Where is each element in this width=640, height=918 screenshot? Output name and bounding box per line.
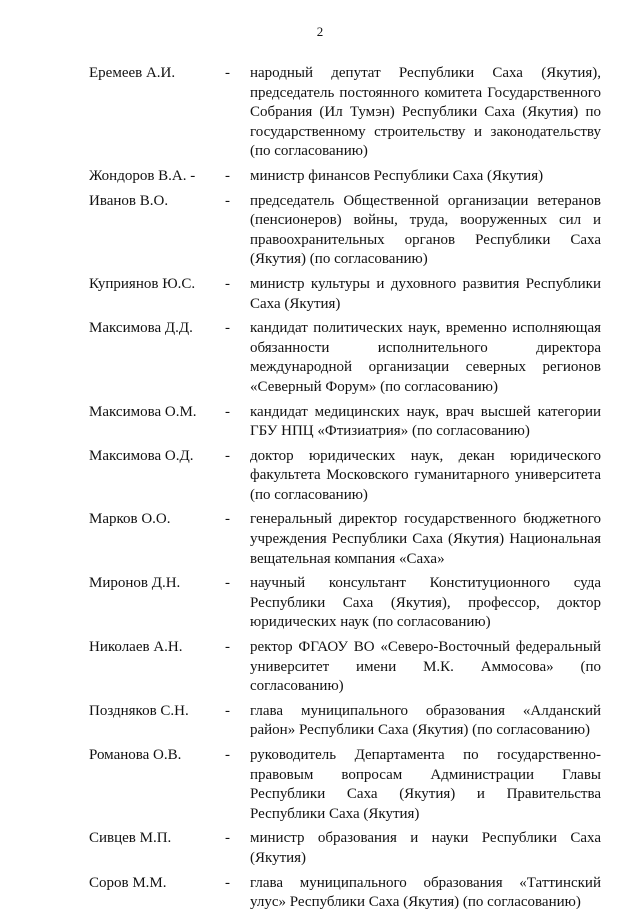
member-description: министр образования и науки Республики Саха (Якутия) bbox=[250, 830, 601, 866]
member-name: Еремеев А.И. bbox=[89, 65, 176, 81]
member-row bbox=[89, 64, 601, 162]
member-dash: - bbox=[225, 65, 230, 81]
member-description: доктор юридических наук, декан юридического факультета Московского гуманитарного университета (по согласованию) bbox=[250, 447, 601, 503]
member-name: Максимова О.Д. bbox=[89, 447, 194, 464]
member-dash: - bbox=[225, 702, 230, 719]
member-name: Сивцев М.П. bbox=[89, 830, 172, 847]
member-row bbox=[89, 192, 601, 270]
member-description: председатель Общественной организации ветеранов (пенсионеров) войны, труда, вооруженных сил и правоохранительных органов Республики Саха (Якутия) (по согласованию) bbox=[250, 192, 601, 268]
member-row bbox=[89, 319, 601, 397]
member-row bbox=[89, 746, 601, 824]
member-row bbox=[89, 702, 601, 741]
member-description: кандидат политических наук, временно исполняющая обязанности исполнительного директора международной организации северных регионов «Северный Форум» (по согласованию) bbox=[250, 320, 601, 395]
member-row bbox=[89, 403, 601, 442]
member-description: генеральный директор государственного бюджетного учреждения Республики Саха (Якутия) Национальная вещательная компания «Саха» bbox=[250, 511, 601, 567]
member-name: Жондоров В.А. - bbox=[89, 167, 196, 184]
member-row bbox=[89, 510, 601, 569]
member-description: кандидат медицинских наук, врач высшей категории ГБУ НПЦ «Фтизиатрия» (по согласованию) bbox=[250, 403, 601, 440]
member-name: Миронов Д.Н. bbox=[89, 575, 181, 592]
member-dash: - bbox=[225, 192, 230, 209]
member-description: руководитель Департамента по государственно-правовым вопросам Администрации Главы Республики Саха (Якутия) и Правительства Республики Саха (Якутия) bbox=[250, 747, 601, 822]
member-row bbox=[89, 638, 601, 697]
member-dash: - bbox=[225, 447, 230, 464]
member-name: Николаев А.Н. bbox=[89, 639, 183, 656]
member-description: глава муниципального образования «Таттинский улус» Республики Саха (Якутия) (по согласованию) bbox=[250, 874, 601, 911]
member-description: глава муниципального образования «Алданский район» Республики Саха (Якутия) (по согласованию) bbox=[250, 702, 601, 739]
member-dash: - bbox=[225, 874, 230, 891]
member-dash: - bbox=[225, 747, 230, 763]
member-name: Иванов В.О. bbox=[89, 192, 169, 209]
member-name: Поздняков С.Н. bbox=[89, 702, 189, 719]
member-row bbox=[89, 447, 601, 506]
member-name: Романова О.В. bbox=[89, 747, 182, 763]
member-name: Марков О.О. bbox=[89, 511, 171, 528]
member-dash: - bbox=[225, 167, 230, 184]
member-name: Максимова О.М. bbox=[89, 403, 197, 420]
member-name: Соров М.М. bbox=[89, 874, 167, 891]
member-dash: - bbox=[225, 511, 230, 528]
member-description: министр финансов Республики Саха (Якутия) bbox=[250, 167, 544, 184]
member-row bbox=[89, 829, 601, 868]
member-row bbox=[89, 874, 601, 913]
member-dash: - bbox=[225, 403, 230, 420]
member-name: Максимова Д.Д. bbox=[89, 320, 193, 337]
member-dash: - bbox=[225, 830, 230, 847]
member-dash: - bbox=[225, 639, 230, 656]
member-dash: - bbox=[225, 275, 230, 292]
member-row bbox=[89, 275, 601, 314]
member-dash: - bbox=[225, 575, 230, 592]
member-description: научный консультант Конституционного суда Республики Саха (Якутия), профессор, доктор юридических наук (по согласованию) bbox=[250, 575, 601, 631]
member-description: ректор ФГАОУ ВО «Северо-Восточный федеральный университет имени М.К. Аммосова» (по согласованию) bbox=[250, 639, 601, 695]
member-dash: - bbox=[225, 320, 230, 337]
members-list bbox=[89, 64, 601, 918]
member-name: Куприянов Ю.С. bbox=[89, 275, 196, 292]
page-number: 2 bbox=[316, 24, 324, 39]
member-description: народный депутат Республики Саха (Якутия), председатель постоянного комитета Государственного Собрания (Ил Тумэн) Республики Саха (Якутия) по государственному строительству и законодательству (по согласованию) bbox=[250, 65, 601, 160]
member-row bbox=[89, 167, 601, 187]
member-description: министр культуры и духовного развития Республики Саха (Якутия) bbox=[250, 275, 601, 312]
member-row bbox=[89, 574, 601, 633]
